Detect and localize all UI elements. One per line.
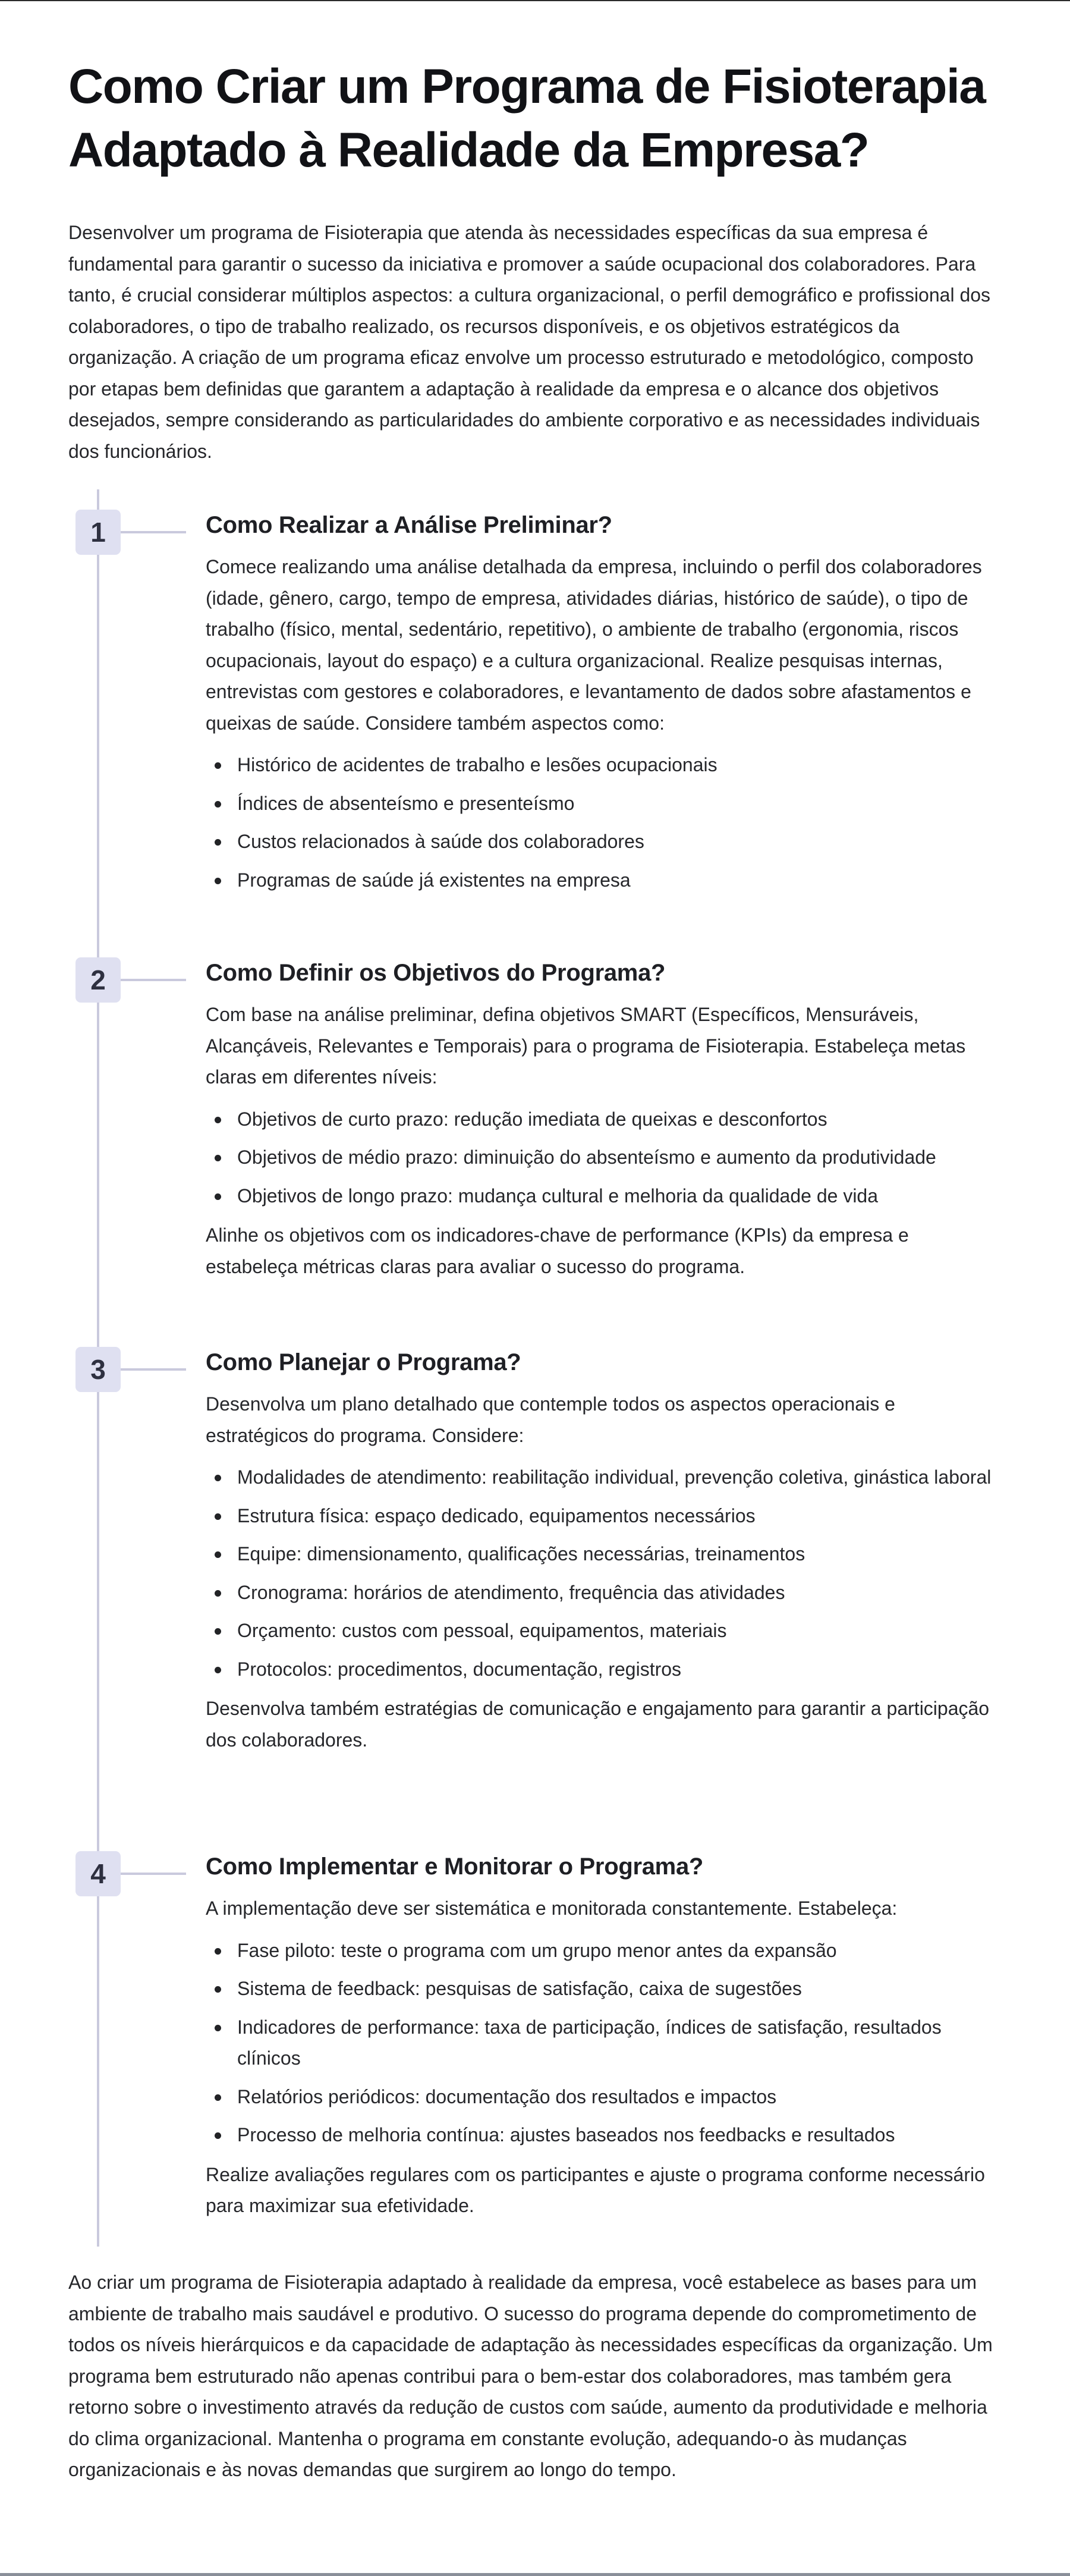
step-number-badge: 4 xyxy=(75,1851,121,1896)
list-item: Processo de melhoria contínua: ajustes baseados nos feedbacks e resultados xyxy=(206,2119,1003,2151)
list-item: Índices de absenteísmo e presenteísmo xyxy=(206,788,1003,819)
step-connector xyxy=(121,979,186,981)
list-item: Fase piloto: teste o programa com um grupo menor antes da expansão xyxy=(206,1935,1003,1966)
step-content xyxy=(206,957,1003,1282)
list-item: Protocolos: procedimentos, documentação, registros xyxy=(206,1654,1003,1685)
step-list xyxy=(206,749,1003,896)
list-item: Histórico de acidentes de trabalho e lesões ocupacionais xyxy=(206,749,1003,781)
step-number-badge: 2 xyxy=(75,957,121,1003)
list-item: Objetivos de longo prazo: mudança cultural e melhoria da qualidade de vida xyxy=(206,1180,1003,1212)
step-text: Com base na análise preliminar, defina objetivos SMART (Específicos, Mensuráveis, Alcançáveis, Relevantes e Temporais) para o programa de Fisioterapia. Estabeleça metas claras em diferentes níveis: xyxy=(206,1004,966,1088)
step-number-badge: 3 xyxy=(75,1347,121,1392)
step-closing: Alinhe os objetivos com os indicadores-chave de performance (KPIs) da empresa e estabeleça métricas claras para avaliar o sucesso do programa. xyxy=(206,1224,909,1277)
step-text: A implementação deve ser sistemática e monitorada constantemente. Estabeleça: xyxy=(206,1898,898,1919)
page-title: Como Criar um Programa de Fisioterapia Adaptado à Realidade da Empresa? xyxy=(68,59,986,177)
step-content xyxy=(206,1851,1003,2222)
step-text: Comece realizando uma análise detalhada da empresa, incluindo o perfil dos colaboradores (idade, gênero, cargo, tempo de empresa, atividades diárias, histórico de saúde), o tipo de trabalho (físico, mental, sedentário, repetitivo), o ambiente de trabalho (ergonomia, riscos ocupacionais, layout do espaço) e a cultura organizacional. Realize pesquisas internas, entrevistas com gestores e colaboradores, e levantamento de dados sobre afastamentos e queixas de saúde. Considere também aspectos como: xyxy=(206,556,982,734)
list-item: Cronograma: horários de atendimento, frequência das atividades xyxy=(206,1577,1003,1609)
step-list xyxy=(206,1104,1003,1212)
step-content xyxy=(206,510,1003,904)
list-item: Orçamento: custos com pessoal, equipamentos, materiais xyxy=(206,1615,1003,1647)
intro-paragraph: Desenvolver um programa de Fisioterapia que atenda às necessidades específicas da sua empresa é fundamental para garantir o sucesso da iniciativa e promover a saúde ocupacional dos colaboradores. Para tanto, é crucial considerar múltiplos aspectos: a cultura organizacional, o perfil demográfico e profissional dos colaboradores, o tipo de trabalho realizado, os recursos disponíveis, e os objetivos estratégicos da organização. A criação de um programa eficaz envolve um processo estruturado e metodológico, composto por etapas bem definidas que garantem a adaptação à realidade da empresa e o alcance dos objetivos desejados, sempre considerando as particularidades do ambiente corporativo e as necessidades individuais dos funcionários. xyxy=(68,222,991,462)
step-connector xyxy=(121,1368,186,1371)
list-item: Equipe: dimensionamento, qualificações necessárias, treinamentos xyxy=(206,1538,1003,1570)
list-item: Objetivos de curto prazo: redução imediata de queixas e desconfortos xyxy=(206,1104,1003,1135)
step-title: Como Definir os Objetivos do Programa? xyxy=(206,960,666,986)
step-list xyxy=(206,1462,1003,1685)
step-title: Como Implementar e Monitorar o Programa? xyxy=(206,1854,704,1880)
step-title: Como Realizar a Análise Preliminar? xyxy=(206,512,612,538)
conclusion-paragraph: Ao criar um programa de Fisioterapia adaptado à realidade da empresa, você estabelece as bases para um ambiente de trabalho mais saudável e produtivo. O sucesso do programa depende do comprometimento de todos os níveis hierárquicos e da capacidade de adaptação às necessidades específicas da organização. Um programa bem estruturado não apenas contribui para o bem-estar dos colaboradores, mas também gera retorno sobre o investimento através da redução de custos com saúde, aumento da produtividade e melhoria do clima organizacional. Mantenha o programa em constante evolução, adequando-o às mudanças organizacionais e às novas demandas que surgirem ao longo do tempo. xyxy=(68,2272,993,2480)
step-content xyxy=(206,1347,1003,1755)
list-item: Custos relacionados à saúde dos colaboradores xyxy=(206,826,1003,857)
list-item: Objetivos de médio prazo: diminuição do absenteísmo e aumento da produtividade xyxy=(206,1142,1003,1173)
step-connector xyxy=(121,531,186,533)
step-closing: Realize avaliações regulares com os participantes e ajuste o programa conforme necessário para maximizar sua efetividade. xyxy=(206,2163,985,2216)
step-text: Desenvolva um plano detalhado que contemple todos os aspectos operacionais e estratégicos do programa. Considere: xyxy=(206,1393,895,1446)
step-list xyxy=(206,1935,1003,2151)
list-item: Indicadores de performance: taxa de participação, índices de satisfação, resultados clínicos xyxy=(206,2012,1003,2074)
list-item: Sistema de feedback: pesquisas de satisfação, caixa de sugestões xyxy=(206,1973,1003,2005)
step-connector xyxy=(121,1873,186,1875)
list-item: Estrutura física: espaço dedicado, equipamentos necessários xyxy=(206,1500,1003,1532)
step-closing: Desenvolva também estratégias de comunicação e engajamento para garantir a participação dos colaboradores. xyxy=(206,1698,990,1751)
list-item: Programas de saúde já existentes na empresa xyxy=(206,865,1003,896)
list-item: Relatórios periódicos: documentação dos resultados e impactos xyxy=(206,2081,1003,2113)
step-number-badge: 1 xyxy=(75,510,121,555)
bottom-border xyxy=(0,2573,1070,2576)
top-border xyxy=(0,0,1070,1)
step-title: Como Planejar o Programa? xyxy=(206,1349,521,1375)
list-item: Modalidades de atendimento: reabilitação individual, prevenção coletiva, ginástica laboral xyxy=(206,1462,1003,1493)
